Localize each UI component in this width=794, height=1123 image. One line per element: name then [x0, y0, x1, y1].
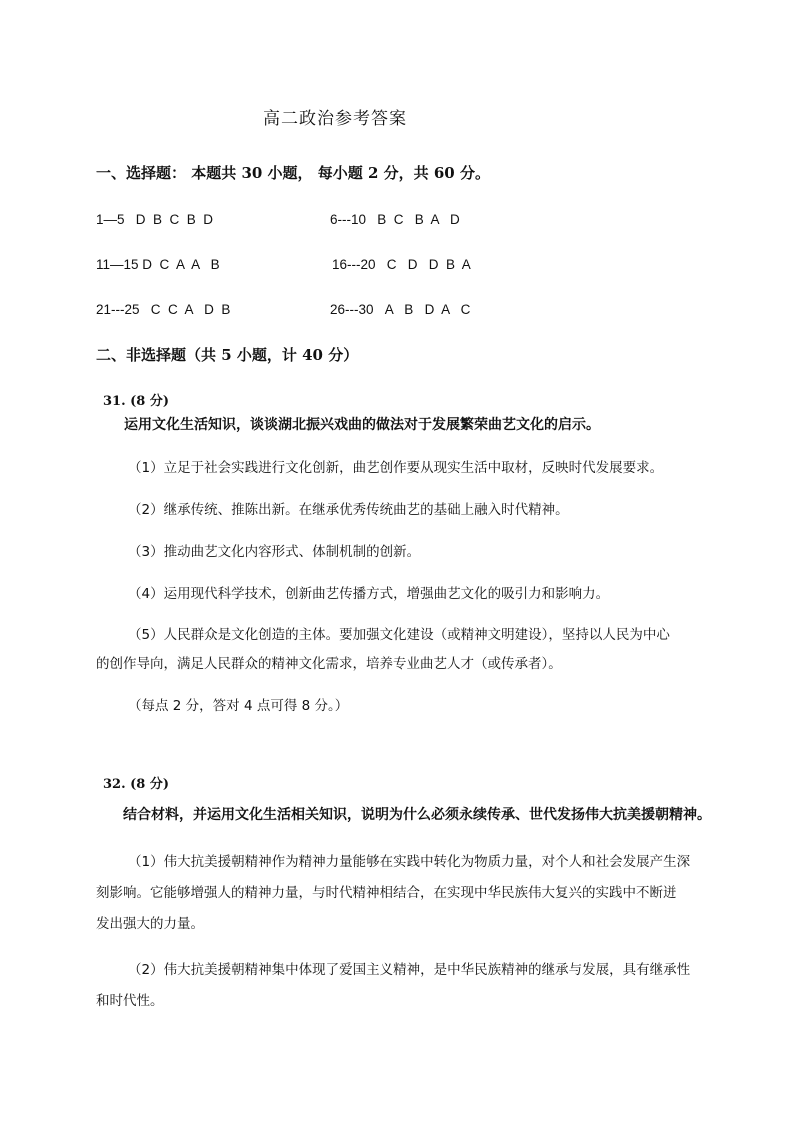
- answer-letters: C C A D B: [150, 302, 231, 317]
- answer-row: [330, 212, 460, 227]
- section1-heading: 一、选择题： 本题共 30 小题， 每小题 2 分，共 60 分。: [96, 164, 490, 182]
- answer-range: 21---25: [96, 302, 140, 317]
- q32-score: 32. (8 分): [103, 777, 170, 792]
- answer-letters: D C A A B: [142, 257, 220, 272]
- answer-letters: B C B A D: [377, 212, 460, 227]
- answer-range: 26---30: [330, 302, 374, 317]
- q32-line: 和时代性。: [96, 993, 164, 1009]
- q31-point-continued: 的创作导向，满足人民群众的精神文化需求，培养专业曲艺人才（或传承者）。: [96, 656, 562, 672]
- answer-letters: C D D B A: [386, 257, 471, 272]
- q31-point: （5）人民群众是文化创造的主体。要加强文化建设（或精神文明建设），坚持以人民为中心: [128, 627, 670, 643]
- q32-line: （1）伟大抗美援朝精神作为精神力量能够在实践中转化为物质力量，对个人和社会发展产生深: [128, 854, 691, 870]
- page-title: 高二政治参考答案: [263, 109, 407, 129]
- q31-point: （4）运用现代科学技术，创新曲艺传播方式，增强曲艺文化的吸引力和影响力。: [128, 586, 610, 602]
- answer-letters: A B D A C: [384, 302, 471, 317]
- answer-row: [330, 302, 470, 317]
- q32-line: 发出强大的力量。: [96, 916, 204, 932]
- answer-row: [96, 302, 230, 317]
- answer-row: [96, 257, 220, 272]
- q32-line: 刻影响。它能够增强人的精神力量，与时代精神相结合，在实现中华民族伟大复兴的实践中不断迸: [96, 885, 677, 901]
- answer-range: 16---20: [332, 257, 376, 272]
- q32-line: （2）伟大抗美援朝精神集中体现了爱国主义精神，是中华民族精神的继承与发展，具有继承性: [128, 962, 691, 978]
- answer-row: [96, 212, 213, 227]
- answer-row: [332, 257, 471, 272]
- q31-stem: 运用文化生活知识，谈谈湖北振兴戏曲的做法对于发展繁荣曲艺文化的启示。: [124, 417, 600, 433]
- q31-scoring-note: （每点 2 分，答对 4 点可得 8 分。）: [128, 698, 349, 714]
- q31-point: （2）继承传统、推陈出新。在继承优秀传统曲艺的基础上融入时代精神。: [128, 502, 569, 518]
- answer-letters: D B C B D: [135, 212, 214, 227]
- q31-score: 31. (8 分): [103, 394, 170, 409]
- answer-range: 11—15: [96, 257, 139, 272]
- answer-range: 6---10: [330, 212, 367, 227]
- q32-stem: 结合材料，并运用文化生活相关知识，说明为什么必须永续传承、世代发扬伟大抗美援朝精神。: [123, 807, 711, 823]
- q31-point: （1）立足于社会实践进行文化创新，曲艺创作要从现实生活中取材，反映时代发展要求。: [128, 460, 664, 476]
- q31-point: （3）推动曲艺文化内容形式、体制机制的创新。: [128, 544, 421, 560]
- answer-range: 1—5: [96, 212, 125, 227]
- section2-heading: 二、非选择题（共 5 小题，计 40 分）: [96, 346, 359, 364]
